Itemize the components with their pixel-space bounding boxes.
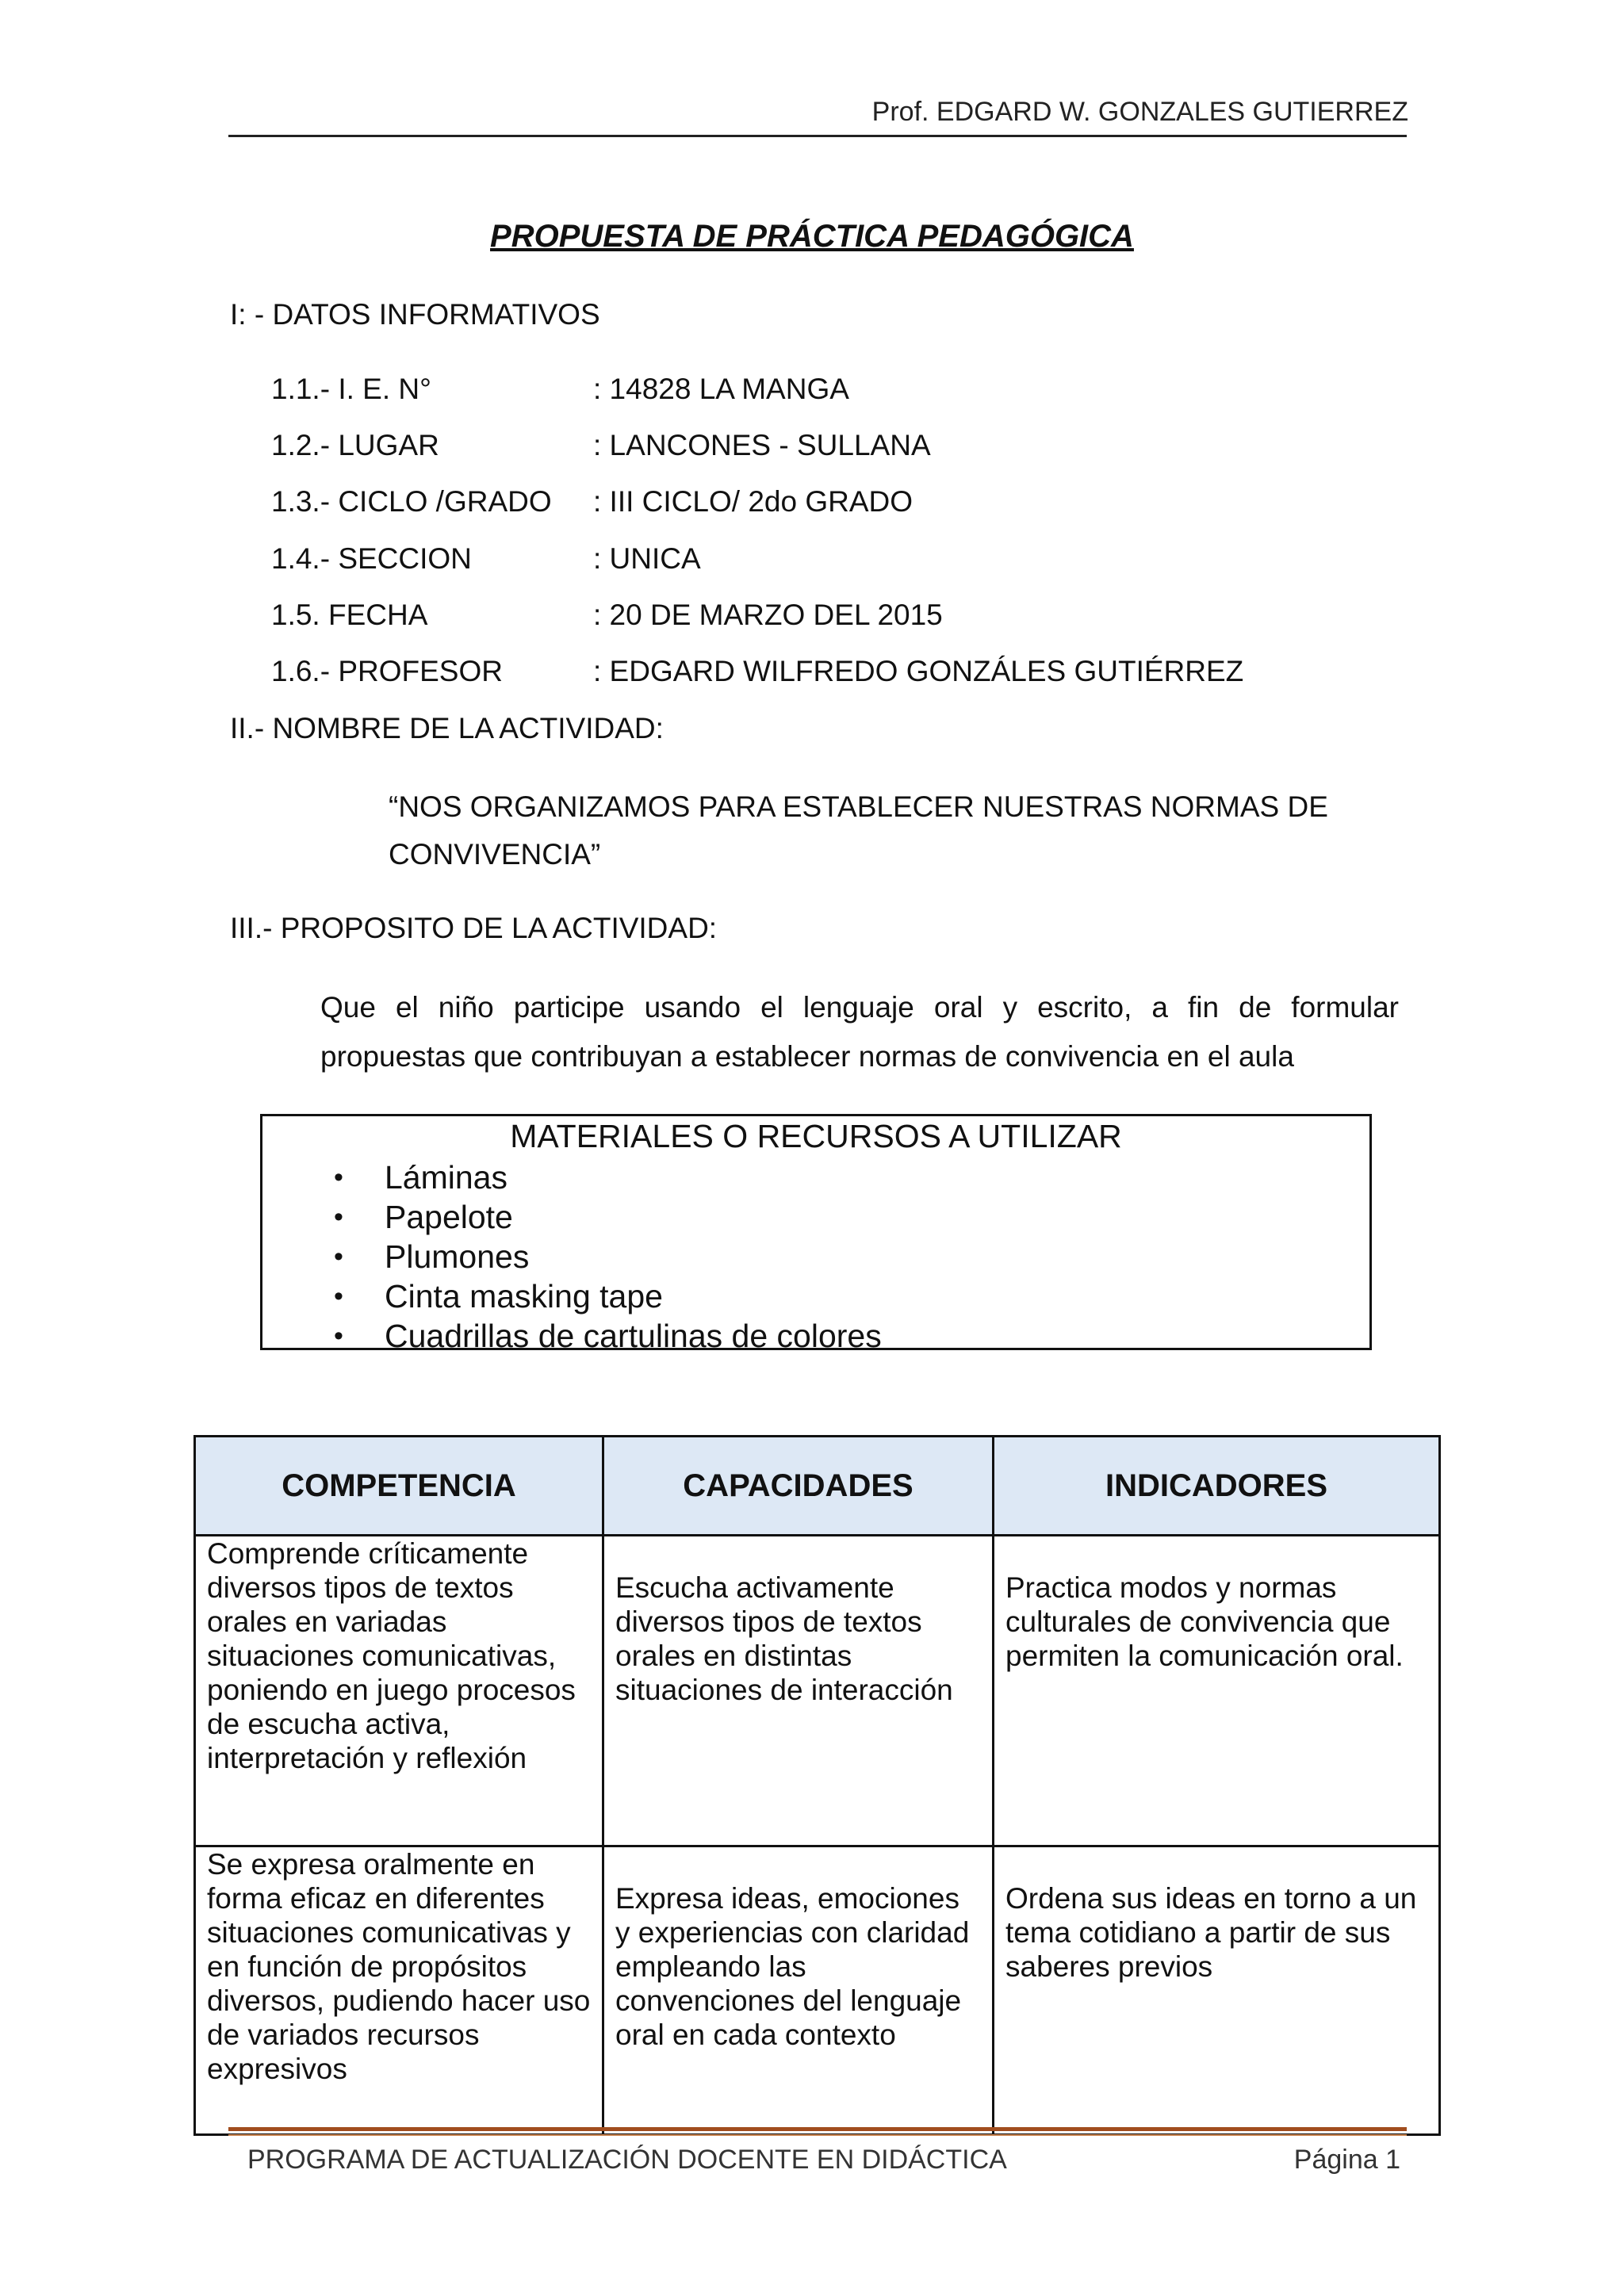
info-value-lugar: : LANCONES - SULLANA: [593, 429, 931, 461]
header-competencia: COMPETENCIA: [195, 1437, 603, 1536]
info-value-ie: : 14828 LA MANGA: [593, 373, 849, 405]
material-item-text: Cinta masking tape: [385, 1278, 663, 1314]
info-label-fecha: 1.5. FECHA: [271, 599, 428, 631]
info-label-profesor: 1.6.- PROFESOR: [271, 655, 503, 687]
bullet-icon: •: [334, 1162, 343, 1192]
list-item: [334, 1158, 882, 1197]
table-cell: Ordena sus ideas en torno a un tema cotidiano a partir de sus saberes previos: [994, 1846, 1440, 2135]
material-item-text: Plumones: [385, 1238, 530, 1275]
bullet-icon: •: [334, 1281, 343, 1311]
materials-box: [260, 1114, 1372, 1354]
table-cell: Expresa ideas, emociones y experiencias con claridad empleando las convenciones del lenguaje oral en cada contexto: [603, 1846, 994, 2135]
info-label-ie: 1.1.- I. E. N°: [271, 373, 431, 405]
table-cell: Comprende críticamente diversos tipos de textos orales en variadas situaciones comunicativas, poniendo en juego procesos de escucha activa, interpretación y reflexión: [195, 1536, 603, 1846]
bullet-icon: •: [334, 1202, 343, 1232]
info-label-lugar: 1.2.- LUGAR: [271, 429, 439, 461]
section-3-heading: III.- PROPOSITO DE LA ACTIVIDAD:: [230, 912, 718, 944]
purpose-paragraph: Que el niño participe usando el lenguaje oral y escrito, a fin de formular propuestas que contribuyan a establecer normas de convivencia en el aula: [320, 991, 1399, 1073]
table-row: [195, 1846, 1440, 2135]
info-value-profesor: : EDGARD WILFREDO GONZÁLES GUTIÉRREZ: [593, 655, 1244, 687]
table-cell: Escucha activamente diversos tipos de textos orales en distintas situaciones de interacción: [603, 1536, 994, 1846]
info-value-fecha: : 20 DE MARZO DEL 2015: [593, 599, 943, 631]
header-capacidades: CAPACIDADES: [603, 1437, 994, 1536]
footer-divider-thin: [228, 2134, 1407, 2136]
competency-table: [193, 1435, 1441, 2136]
materials-list: [334, 1158, 882, 1356]
bullet-icon: •: [334, 1242, 343, 1272]
info-label-ciclo: 1.3.- CICLO /GRADO: [271, 485, 552, 518]
footer-divider: [228, 2127, 1407, 2131]
list-item: [334, 1237, 882, 1276]
material-item-text: Cuadrillas de cartulinas de colores: [385, 1318, 882, 1354]
page-number: Página 1: [1293, 2145, 1400, 2175]
info-value-seccion: : UNICA: [593, 542, 701, 575]
page-header-author: Prof. EDGARD W. GONZALES GUTIERREZ: [871, 97, 1408, 127]
activity-name-line-2: CONVIVENCIA”: [389, 838, 601, 871]
info-value-ciclo: : III CICLO/ 2do GRADO: [593, 485, 914, 518]
material-item-text: Papelote: [385, 1199, 513, 1235]
materials-title: MATERIALES O RECURSOS A UTILIZAR: [510, 1118, 1122, 1154]
bullet-icon: •: [334, 1321, 343, 1351]
header-indicadores: INDICADORES: [994, 1437, 1440, 1536]
section-2-heading: II.- NOMBRE DE LA ACTIVIDAD:: [230, 712, 664, 744]
list-item: [334, 1316, 882, 1356]
list-item: [334, 1276, 882, 1316]
table-cell: Se expresa oralmente en forma eficaz en diferentes situaciones comunicativas y en función de propósitos diversos, pudiendo hacer uso de variados recursos expresivos: [195, 1846, 603, 2135]
table-cell: Practica modos y normas culturales de convivencia que permiten la comunicación oral.: [994, 1536, 1440, 1846]
table-header-row: [195, 1437, 1440, 1536]
table-row: [195, 1536, 1440, 1846]
header-divider: [228, 135, 1407, 137]
document-title: PROPUESTA DE PRÁCTICA PEDAGÓGICA: [490, 219, 1134, 254]
activity-name-line-1: “NOS ORGANIZAMOS PARA ESTABLECER NUESTRAS NORMAS DE: [389, 790, 1328, 823]
section-1-heading: I: - DATOS INFORMATIVOS: [230, 298, 600, 331]
info-label-seccion: 1.4.- SECCION: [271, 542, 472, 575]
material-item-text: Láminas: [385, 1159, 508, 1196]
list-item: [334, 1197, 882, 1237]
footer-program: PROGRAMA DE ACTUALIZACIÓN DOCENTE EN DIDÁCTICA: [247, 2145, 1007, 2175]
